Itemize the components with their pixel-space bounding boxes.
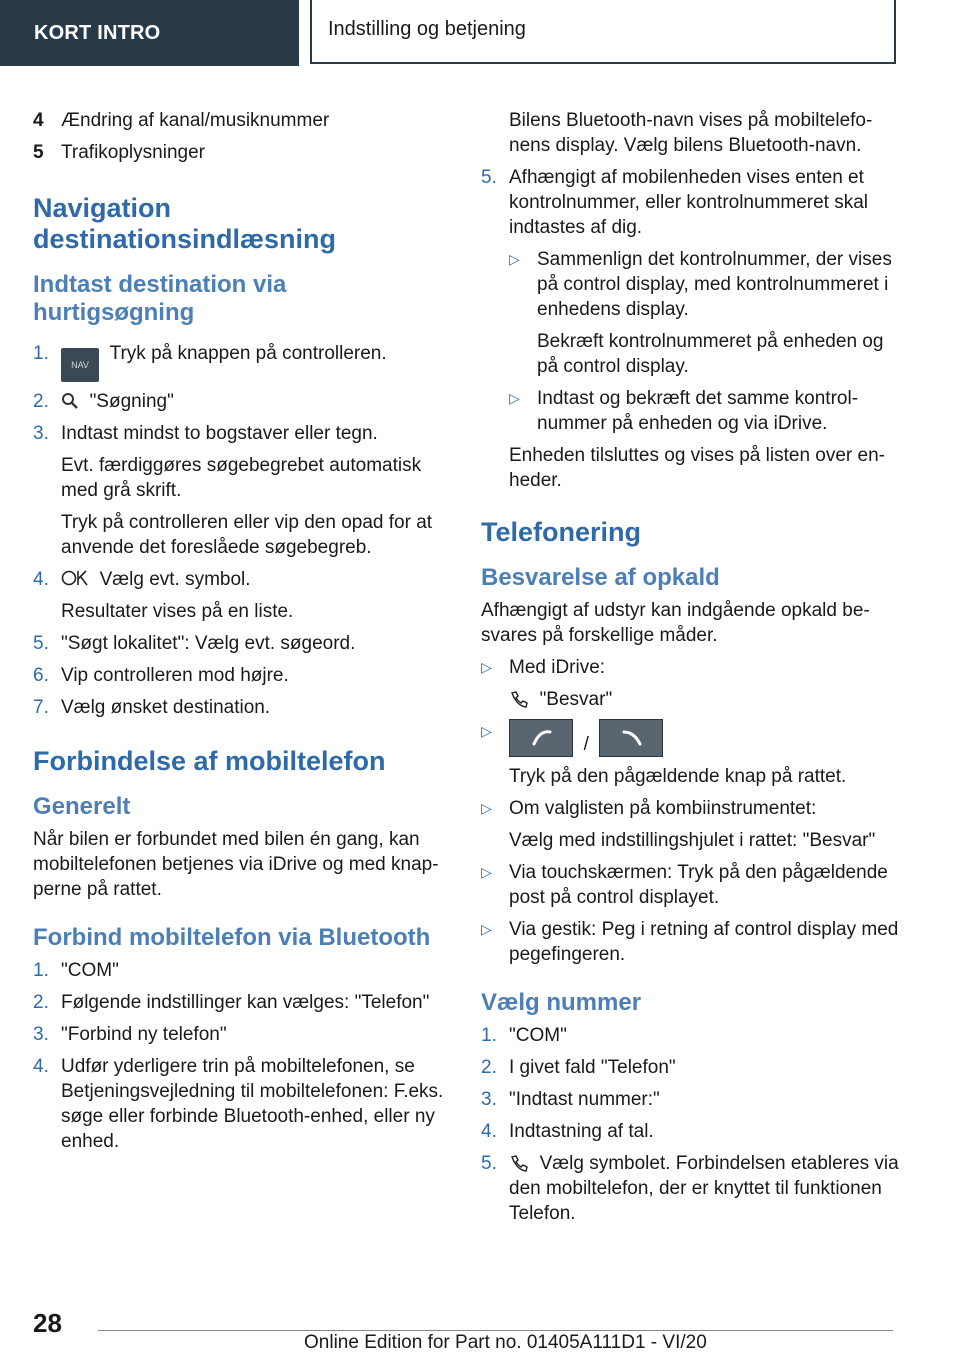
page-number: 28 bbox=[33, 1308, 62, 1338]
step-text: "COM" bbox=[61, 960, 119, 981]
step-text: "Forbind ny telefon" bbox=[61, 1024, 227, 1045]
answer-intro: Afhængigt af udstyr kan indgående opkald besvares på forskellige måder. bbox=[481, 600, 870, 646]
triangle-bullet-icon: ▷ bbox=[481, 800, 492, 816]
step-3 bbox=[33, 421, 451, 560]
right-column bbox=[481, 108, 901, 1233]
step-text: "Indtast nummer:" bbox=[509, 1089, 660, 1110]
chapter-tab[interactable]: KORT INTRO bbox=[0, 0, 299, 66]
footer-divider bbox=[98, 1330, 893, 1331]
telephony-heading: Telefonering bbox=[481, 517, 642, 547]
nav-button-icon: NAV bbox=[61, 348, 99, 382]
bt-step bbox=[33, 1054, 451, 1154]
step-text: Indtastning af tal. bbox=[509, 1121, 654, 1142]
triangle-bullet-icon: ▷ bbox=[481, 864, 492, 880]
bullet-text: Sammenlign det kontrolnummer, der vises på control display, med kontrolnummeret i enhedens display. bbox=[537, 249, 892, 320]
triangle-bullet-icon: ▷ bbox=[481, 921, 492, 937]
connected-paragraph: Enheden tilsluttes og vises på listen over enheder. bbox=[509, 445, 885, 491]
bullet-note: "Besvar" bbox=[539, 689, 613, 710]
step-number: 3. bbox=[33, 1024, 49, 1045]
step-number: 7. bbox=[33, 697, 49, 718]
item-number: 5 bbox=[33, 142, 44, 163]
triangle-bullet-icon: ▷ bbox=[509, 390, 520, 406]
step-4 bbox=[33, 567, 451, 624]
bullet-text: Via gestik: Peg i retning af control display med pegefingeren. bbox=[509, 919, 899, 965]
page-footer bbox=[0, 1290, 960, 1362]
left-column bbox=[33, 108, 451, 1161]
connect-phone-heading: Forbindelse af mobiltelefon bbox=[33, 746, 386, 776]
item-text: Ændring af kanal/musiknummer bbox=[61, 110, 330, 131]
bullet-item bbox=[481, 247, 901, 379]
step-number: 3. bbox=[481, 1089, 497, 1110]
step-number: 2. bbox=[481, 1057, 497, 1078]
bullet-item bbox=[481, 386, 901, 436]
dial-step bbox=[481, 1119, 901, 1144]
step-text: Vip controlleren mod højre. bbox=[61, 665, 289, 686]
step-text: "Søgt lokalitet": Vælg evt. søgeord. bbox=[61, 633, 356, 654]
phone-icon bbox=[509, 690, 529, 708]
end-call-button-icon bbox=[599, 719, 663, 757]
search-icon bbox=[61, 392, 79, 410]
triangle-bullet-icon: ▷ bbox=[481, 723, 492, 739]
item-number: 4 bbox=[33, 110, 44, 131]
step-text: Vælg evt. symbol. bbox=[99, 569, 251, 590]
bullet-item bbox=[481, 917, 901, 967]
quick-search-heading: Indtast destination via hurtigsøgning bbox=[33, 271, 287, 326]
step-text: Indtast mindst to bogstaver eller tegn. bbox=[61, 423, 378, 444]
edition-note: Online Edition for Part no. 01405A111D1 - VI/20 bbox=[304, 1332, 707, 1353]
answer-call-heading: Besvarelse af opkald bbox=[481, 564, 720, 591]
nav-heading: Navigation destinationsindlæsning bbox=[33, 193, 337, 254]
step-text: Tryk på knappen på controlleren. bbox=[109, 343, 387, 364]
step-text: Vælg symbolet. Forbindelsen etableres via den mobiltelefon, der er knyttet til funktionen Telefon. bbox=[509, 1153, 899, 1224]
step-5 bbox=[481, 165, 901, 240]
dial-step bbox=[481, 1151, 901, 1226]
step-number: 2. bbox=[33, 391, 49, 412]
answer-call-button-icon bbox=[509, 719, 573, 757]
step-text: I givet fald "Telefon" bbox=[509, 1057, 676, 1078]
step-number: 5. bbox=[481, 1153, 497, 1174]
step-number: 4. bbox=[33, 1056, 49, 1077]
step-text: "Søgning" bbox=[89, 391, 174, 412]
general-paragraph: Når bilen er forbundet med bilen én gang, kan mobiltelefonen betjenes via iDrive og med knapperne på rattet. bbox=[33, 829, 439, 900]
step-number: 5. bbox=[481, 167, 497, 188]
step-1 bbox=[33, 341, 451, 382]
bullet-item bbox=[481, 860, 901, 910]
step-text: Følgende indstillinger kan vælges: "Telefon" bbox=[61, 992, 430, 1013]
bt-step bbox=[33, 1022, 451, 1047]
step-note: Evt. færdiggøres søgebegrebet automatisk med grå skrift. bbox=[61, 455, 422, 501]
bullet-text: Med iDrive: bbox=[509, 657, 606, 678]
dial-step bbox=[481, 1055, 901, 1080]
step-number: 1. bbox=[33, 343, 49, 364]
item-text: Trafikoplysninger bbox=[61, 142, 205, 163]
step-6 bbox=[33, 663, 451, 688]
bt-step bbox=[33, 990, 451, 1015]
step-2 bbox=[33, 389, 451, 414]
dial-number-heading: Vælg nummer bbox=[481, 989, 642, 1016]
step-text: Vælg ønsket destination. bbox=[61, 697, 271, 718]
bullet-note: Bekræft kontrolnummeret på enheden og på control display. bbox=[537, 331, 884, 377]
step-text: "COM" bbox=[509, 1025, 567, 1046]
step-text: Afhængigt af mobilenheden vises enten et kontrolnummer, eller kontrolnummeret skal indtastes af dig. bbox=[509, 167, 869, 238]
bullet-text: Indtast og bekræft det samme kontrolnummer på enheden og via iDrive. bbox=[537, 388, 859, 434]
list-item bbox=[33, 108, 451, 133]
step-number: 1. bbox=[33, 960, 49, 981]
step-number: 2. bbox=[33, 992, 49, 1013]
triangle-bullet-icon: ▷ bbox=[509, 251, 520, 267]
bullet-item bbox=[481, 719, 901, 789]
general-heading: Generelt bbox=[33, 793, 131, 820]
step-number: 1. bbox=[481, 1025, 497, 1046]
step-5 bbox=[33, 631, 451, 656]
step-number: 5. bbox=[33, 633, 49, 654]
page-header bbox=[0, 0, 960, 66]
list-item bbox=[33, 140, 451, 165]
bullet-note: Tryk på den pågældende knap på rattet. bbox=[509, 766, 847, 787]
phone-icon bbox=[509, 1154, 529, 1172]
section-title: Indstilling og betjening bbox=[310, 0, 896, 64]
bullet-item bbox=[481, 655, 901, 712]
dial-step bbox=[481, 1087, 901, 1112]
step-number: 4. bbox=[33, 569, 49, 590]
bluetooth-heading: Forbind mobiltelefon via Bluetooth bbox=[33, 924, 431, 951]
step-number: 6. bbox=[33, 665, 49, 686]
separator: / bbox=[583, 734, 589, 755]
step-note: Tryk på controlleren eller vip den opad for at anvende det foreslåede søgebegreb. bbox=[61, 512, 433, 558]
step-number: 3. bbox=[33, 423, 49, 444]
bullet-text: Via touchskærmen: Tryk på den pågældende post på control displayet. bbox=[509, 862, 888, 908]
step-number: 4. bbox=[481, 1121, 497, 1142]
bullet-note: Vælg med indstillingshjulet i rattet: "Besvar" bbox=[509, 830, 876, 851]
triangle-bullet-icon: ▷ bbox=[481, 659, 492, 675]
bt-step bbox=[33, 958, 451, 983]
bluetooth-name-paragraph: Bilens Bluetooth-navn vises på mobiltelefonens display. Vælg bilens Bluetooth-navn. bbox=[509, 110, 873, 156]
bullet-text: Om valglisten på kombiinstrumentet: bbox=[509, 798, 817, 819]
bullet-item bbox=[481, 796, 901, 853]
step-note: Resultater vises på en liste. bbox=[61, 601, 294, 622]
ok-symbol-icon bbox=[61, 568, 89, 588]
dial-step bbox=[481, 1023, 901, 1048]
step-7 bbox=[33, 695, 451, 720]
step-text: Udfør yderligere trin på mobiltelefonen, se Betjeningsvejledning til mobiltelefonen: F.eks. søge eller forbinde Bluetooth-enhed, eller ny enhed. bbox=[61, 1056, 444, 1152]
